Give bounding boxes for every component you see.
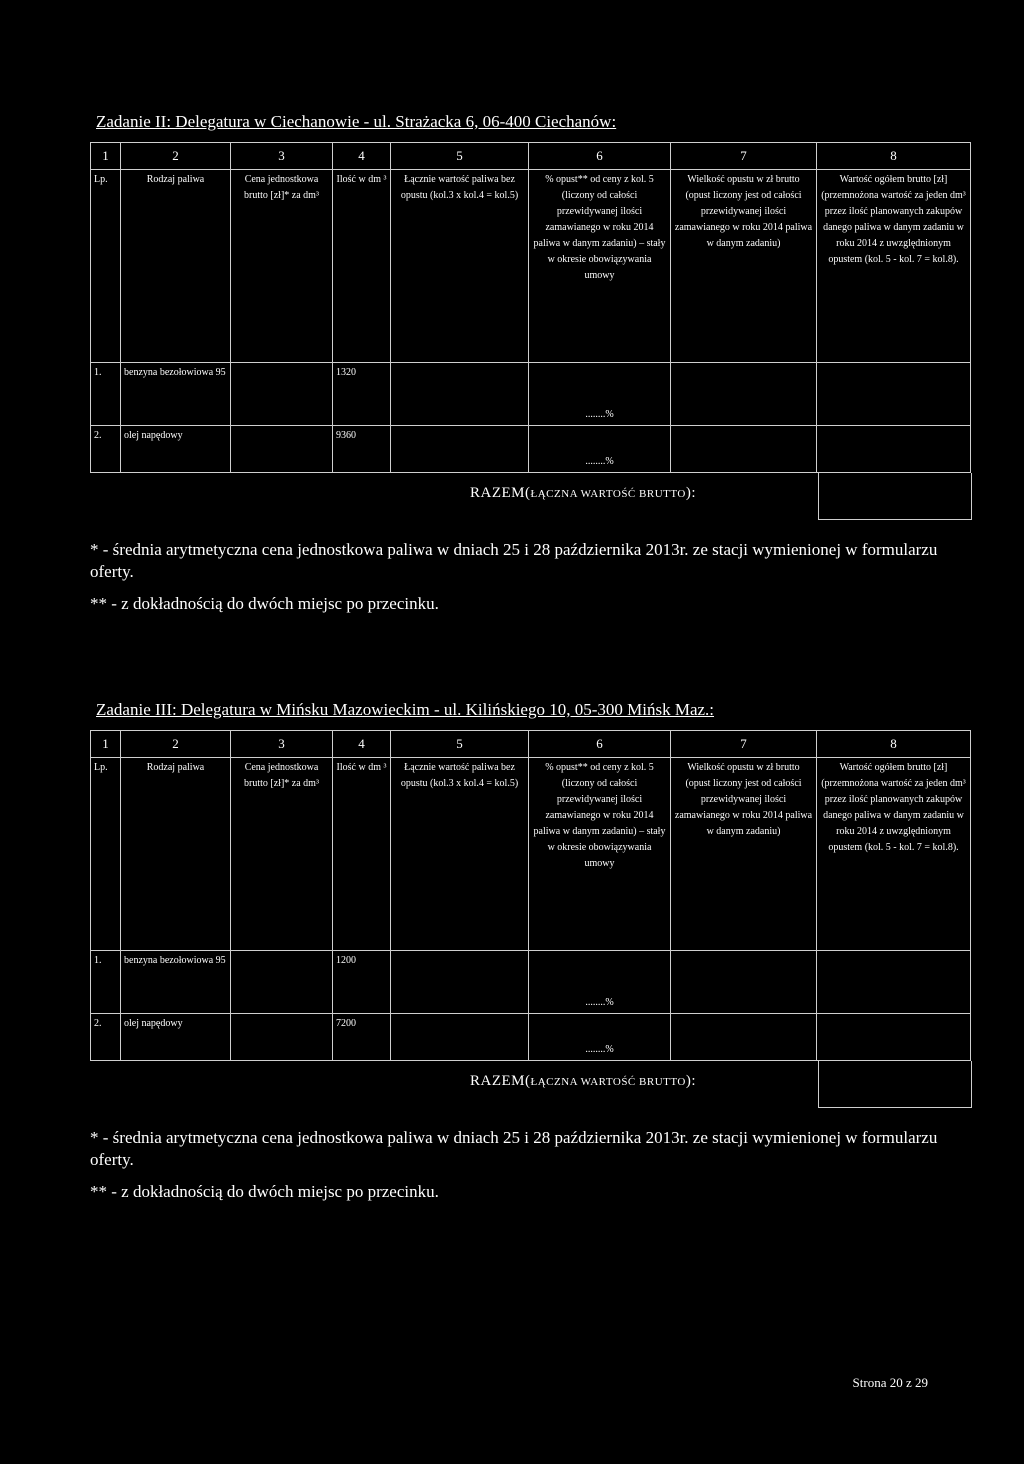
row-fuel: benzyna bezołowiowa 95 — [121, 951, 231, 1014]
total-value-cell[interactable] — [391, 1014, 529, 1061]
row-discount-pct[interactable]: ........% — [529, 951, 671, 1014]
row-fuel: olej napędowy — [121, 1014, 231, 1061]
footnote-precision: ** - z dokładnością do dwóch miejsc po przecinku. — [90, 594, 439, 613]
unit-price-cell[interactable] — [231, 426, 333, 473]
row-quantity: 1200 — [333, 951, 391, 1014]
gross-value-cell[interactable] — [817, 426, 971, 473]
column-number-row — [91, 143, 971, 170]
col-number: 3 — [231, 143, 333, 170]
sum-label: RAZEM(ŁĄCZNA WARTOŚĆ BRUTTO): — [470, 485, 696, 501]
total-value-cell[interactable] — [391, 426, 529, 473]
task2-notes — [90, 539, 972, 615]
col-number: 4 — [333, 731, 391, 758]
header-quantity: Ilość w dm ³ — [333, 758, 391, 951]
header-fuel-type: Rodzaj paliwa — [121, 170, 231, 363]
column-number-row — [91, 731, 971, 758]
header-total-value: Łącznie wartość paliwa bez opustu (kol.3 x kol.4 = kol.5) — [391, 170, 529, 363]
task2-section — [90, 112, 972, 625]
col-number: 7 — [671, 143, 817, 170]
header-fuel-type: Rodzaj paliwa — [121, 758, 231, 951]
col-number: 7 — [671, 731, 817, 758]
col-number: 2 — [121, 143, 231, 170]
gross-value-cell[interactable] — [817, 1014, 971, 1061]
footnote-precision: ** - z dokładnością do dwóch miejsc po przecinku. — [90, 1182, 439, 1201]
col-number: 6 — [529, 731, 671, 758]
header-lp: Lp. — [91, 758, 121, 951]
col-number: 1 — [91, 143, 121, 170]
discount-amount-cell[interactable] — [671, 363, 817, 426]
gross-value-cell[interactable] — [817, 951, 971, 1014]
task3-section — [90, 700, 972, 1213]
table-row — [91, 363, 971, 426]
row-lp: 2. — [91, 426, 121, 473]
table-row — [91, 951, 971, 1014]
row-quantity: 1320 — [333, 363, 391, 426]
footnote-price: * - średnia arytmetyczna cena jednostkowa paliwa w dniach 25 i 28 października 2013r. ze stacji wymienionej w formularzu oferty. — [90, 540, 938, 581]
col-number: 8 — [817, 731, 971, 758]
row-lp: 2. — [91, 1014, 121, 1061]
task3-table — [90, 730, 971, 1061]
header-row — [91, 758, 971, 951]
col-number: 3 — [231, 731, 333, 758]
col-number: 5 — [391, 143, 529, 170]
row-lp: 1. — [91, 951, 121, 1014]
col-number: 2 — [121, 731, 231, 758]
header-discount-pct: % opust** od ceny z kol. 5 (liczony od całości przewidywanej ilości zamawianego w roku 2014 paliwa w danym zadaniu) – stały w okresie obowiązywania umowy — [529, 758, 671, 951]
row-discount-pct[interactable]: ........% — [529, 1014, 671, 1061]
sum-row — [90, 473, 972, 523]
header-unit-price: Cena jednostkowa brutto [zł]* za dm³ — [231, 170, 333, 363]
header-row — [91, 170, 971, 363]
discount-amount-cell[interactable] — [671, 951, 817, 1014]
header-total-value: Łącznie wartość paliwa bez opustu (kol.3 x kol.4 = kol.5) — [391, 758, 529, 951]
header-unit-price: Cena jednostkowa brutto [zł]* za dm³ — [231, 758, 333, 951]
total-value-cell[interactable] — [391, 951, 529, 1014]
sum-row — [90, 1061, 972, 1111]
task3-notes — [90, 1127, 972, 1203]
header-quantity: Ilość w dm ³ — [333, 170, 391, 363]
gross-value-cell[interactable] — [817, 363, 971, 426]
row-discount-pct[interactable]: ........% — [529, 426, 671, 473]
col-number: 6 — [529, 143, 671, 170]
row-lp: 1. — [91, 363, 121, 426]
row-fuel: benzyna bezołowiowa 95 — [121, 363, 231, 426]
row-discount-pct[interactable]: ........% — [529, 363, 671, 426]
row-quantity: 7200 — [333, 1014, 391, 1061]
task3-heading: Zadanie III: Delegatura w Mińsku Mazowieckim - ul. Kilińskiego 10, 05-300 Mińsk Maz.: — [96, 700, 715, 719]
col-number: 5 — [391, 731, 529, 758]
col-number: 4 — [333, 143, 391, 170]
header-gross-value: Wartość ogółem brutto [zł] (przemnożona wartość za jeden dm³ przez ilość planowanych zakupów danego paliwa w danym zadaniu w roku 2014 z uwzględnionym opustem (kol. 5 - kol. 7 = kol.8). — [817, 170, 971, 363]
sum-label: RAZEM(ŁĄCZNA WARTOŚĆ BRUTTO): — [470, 1073, 696, 1089]
row-quantity: 9360 — [333, 426, 391, 473]
page-number: Strona 20 z 29 — [852, 1375, 928, 1390]
header-gross-value: Wartość ogółem brutto [zł] (przemnożona wartość za jeden dm³ przez ilość planowanych zakupów danego paliwa w danym zadaniu w roku 2014 z uwzględnionym opustem (kol. 5 - kol. 7 = kol.8). — [817, 758, 971, 951]
sum-total-cell[interactable] — [818, 1061, 972, 1108]
header-discount-amount: Wielkość opustu w zł brutto (opust liczony jest od całości przewidywanej ilości zamawianego w roku 2014 paliwa w danym zadaniu) — [671, 170, 817, 363]
header-discount-amount: Wielkość opustu w zł brutto (opust liczony jest od całości przewidywanej ilości zamawianego w roku 2014 paliwa w danym zadaniu) — [671, 758, 817, 951]
unit-price-cell[interactable] — [231, 951, 333, 1014]
col-number: 8 — [817, 143, 971, 170]
total-value-cell[interactable] — [391, 363, 529, 426]
unit-price-cell[interactable] — [231, 1014, 333, 1061]
col-number: 1 — [91, 731, 121, 758]
footnote-price: * - średnia arytmetyczna cena jednostkowa paliwa w dniach 25 i 28 października 2013r. ze stacji wymienionej w formularzu oferty. — [90, 1128, 938, 1169]
discount-amount-cell[interactable] — [671, 426, 817, 473]
task2-heading: Zadanie II: Delegatura w Ciechanowie - ul. Strażacka 6, 06-400 Ciechanów: — [96, 112, 617, 131]
row-fuel: olej napędowy — [121, 426, 231, 473]
discount-amount-cell[interactable] — [671, 1014, 817, 1061]
unit-price-cell[interactable] — [231, 363, 333, 426]
table-row — [91, 426, 971, 473]
header-discount-pct: % opust** od ceny z kol. 5 (liczony od całości przewidywanej ilości zamawianego w roku 2014 paliwa w danym zadaniu) – stały w okresie obowiązywania umowy — [529, 170, 671, 363]
table-row — [91, 1014, 971, 1061]
task2-table — [90, 142, 971, 473]
header-lp: Lp. — [91, 170, 121, 363]
sum-total-cell[interactable] — [818, 473, 972, 520]
